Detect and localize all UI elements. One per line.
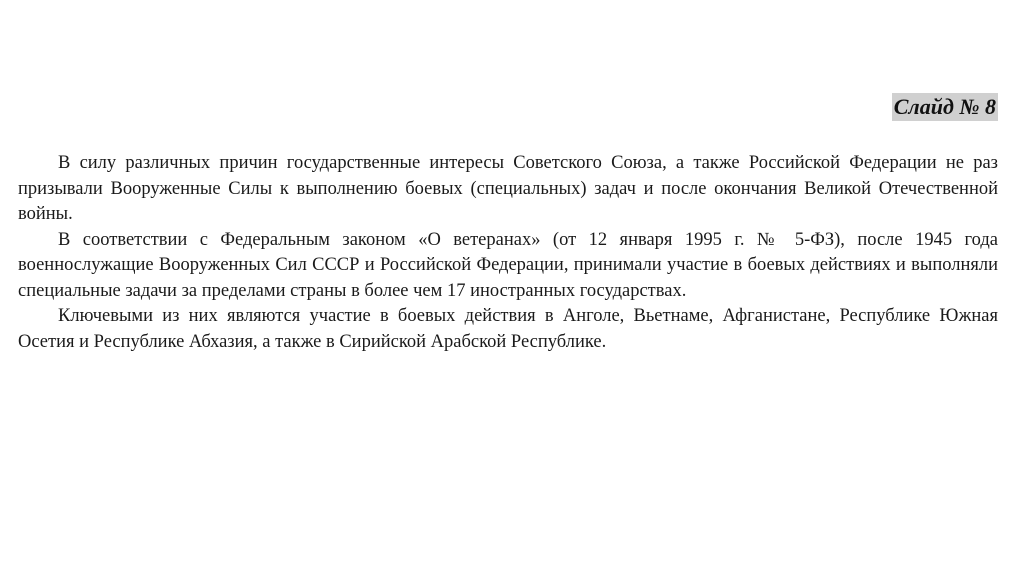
paragraph-1: В силу различных причин государственные интересы Советского Союза, а также Российской Федерации не раз призывали Вооруженные Силы к выполнению боевых (специальных) задач и после окончания Великой Отечественной войны.	[18, 153, 998, 224]
paragraph-3: Ключевыми из них являются участие в боевых действия в Анголе, Вьетнаме, Афганистане, Республике Южная Осетия и Республике Абхазия, а также в Сирийской Арабской Республике.	[18, 306, 998, 352]
paragraph-2: В соответствии с Федеральным законом «О ветеранах» (от 12 января 1995 г. № 5-ФЗ), после 1945 года военнослужащие Вооруженных Сил СССР и Российской Федерации, принимали участие в боевых действиях и выполняли специальные задачи за пределами страны в более чем 17 иностранных государствах.	[18, 229, 998, 301]
slide-body-text	[18, 151, 998, 355]
slide-number-label: Слайд № 8	[893, 94, 996, 119]
